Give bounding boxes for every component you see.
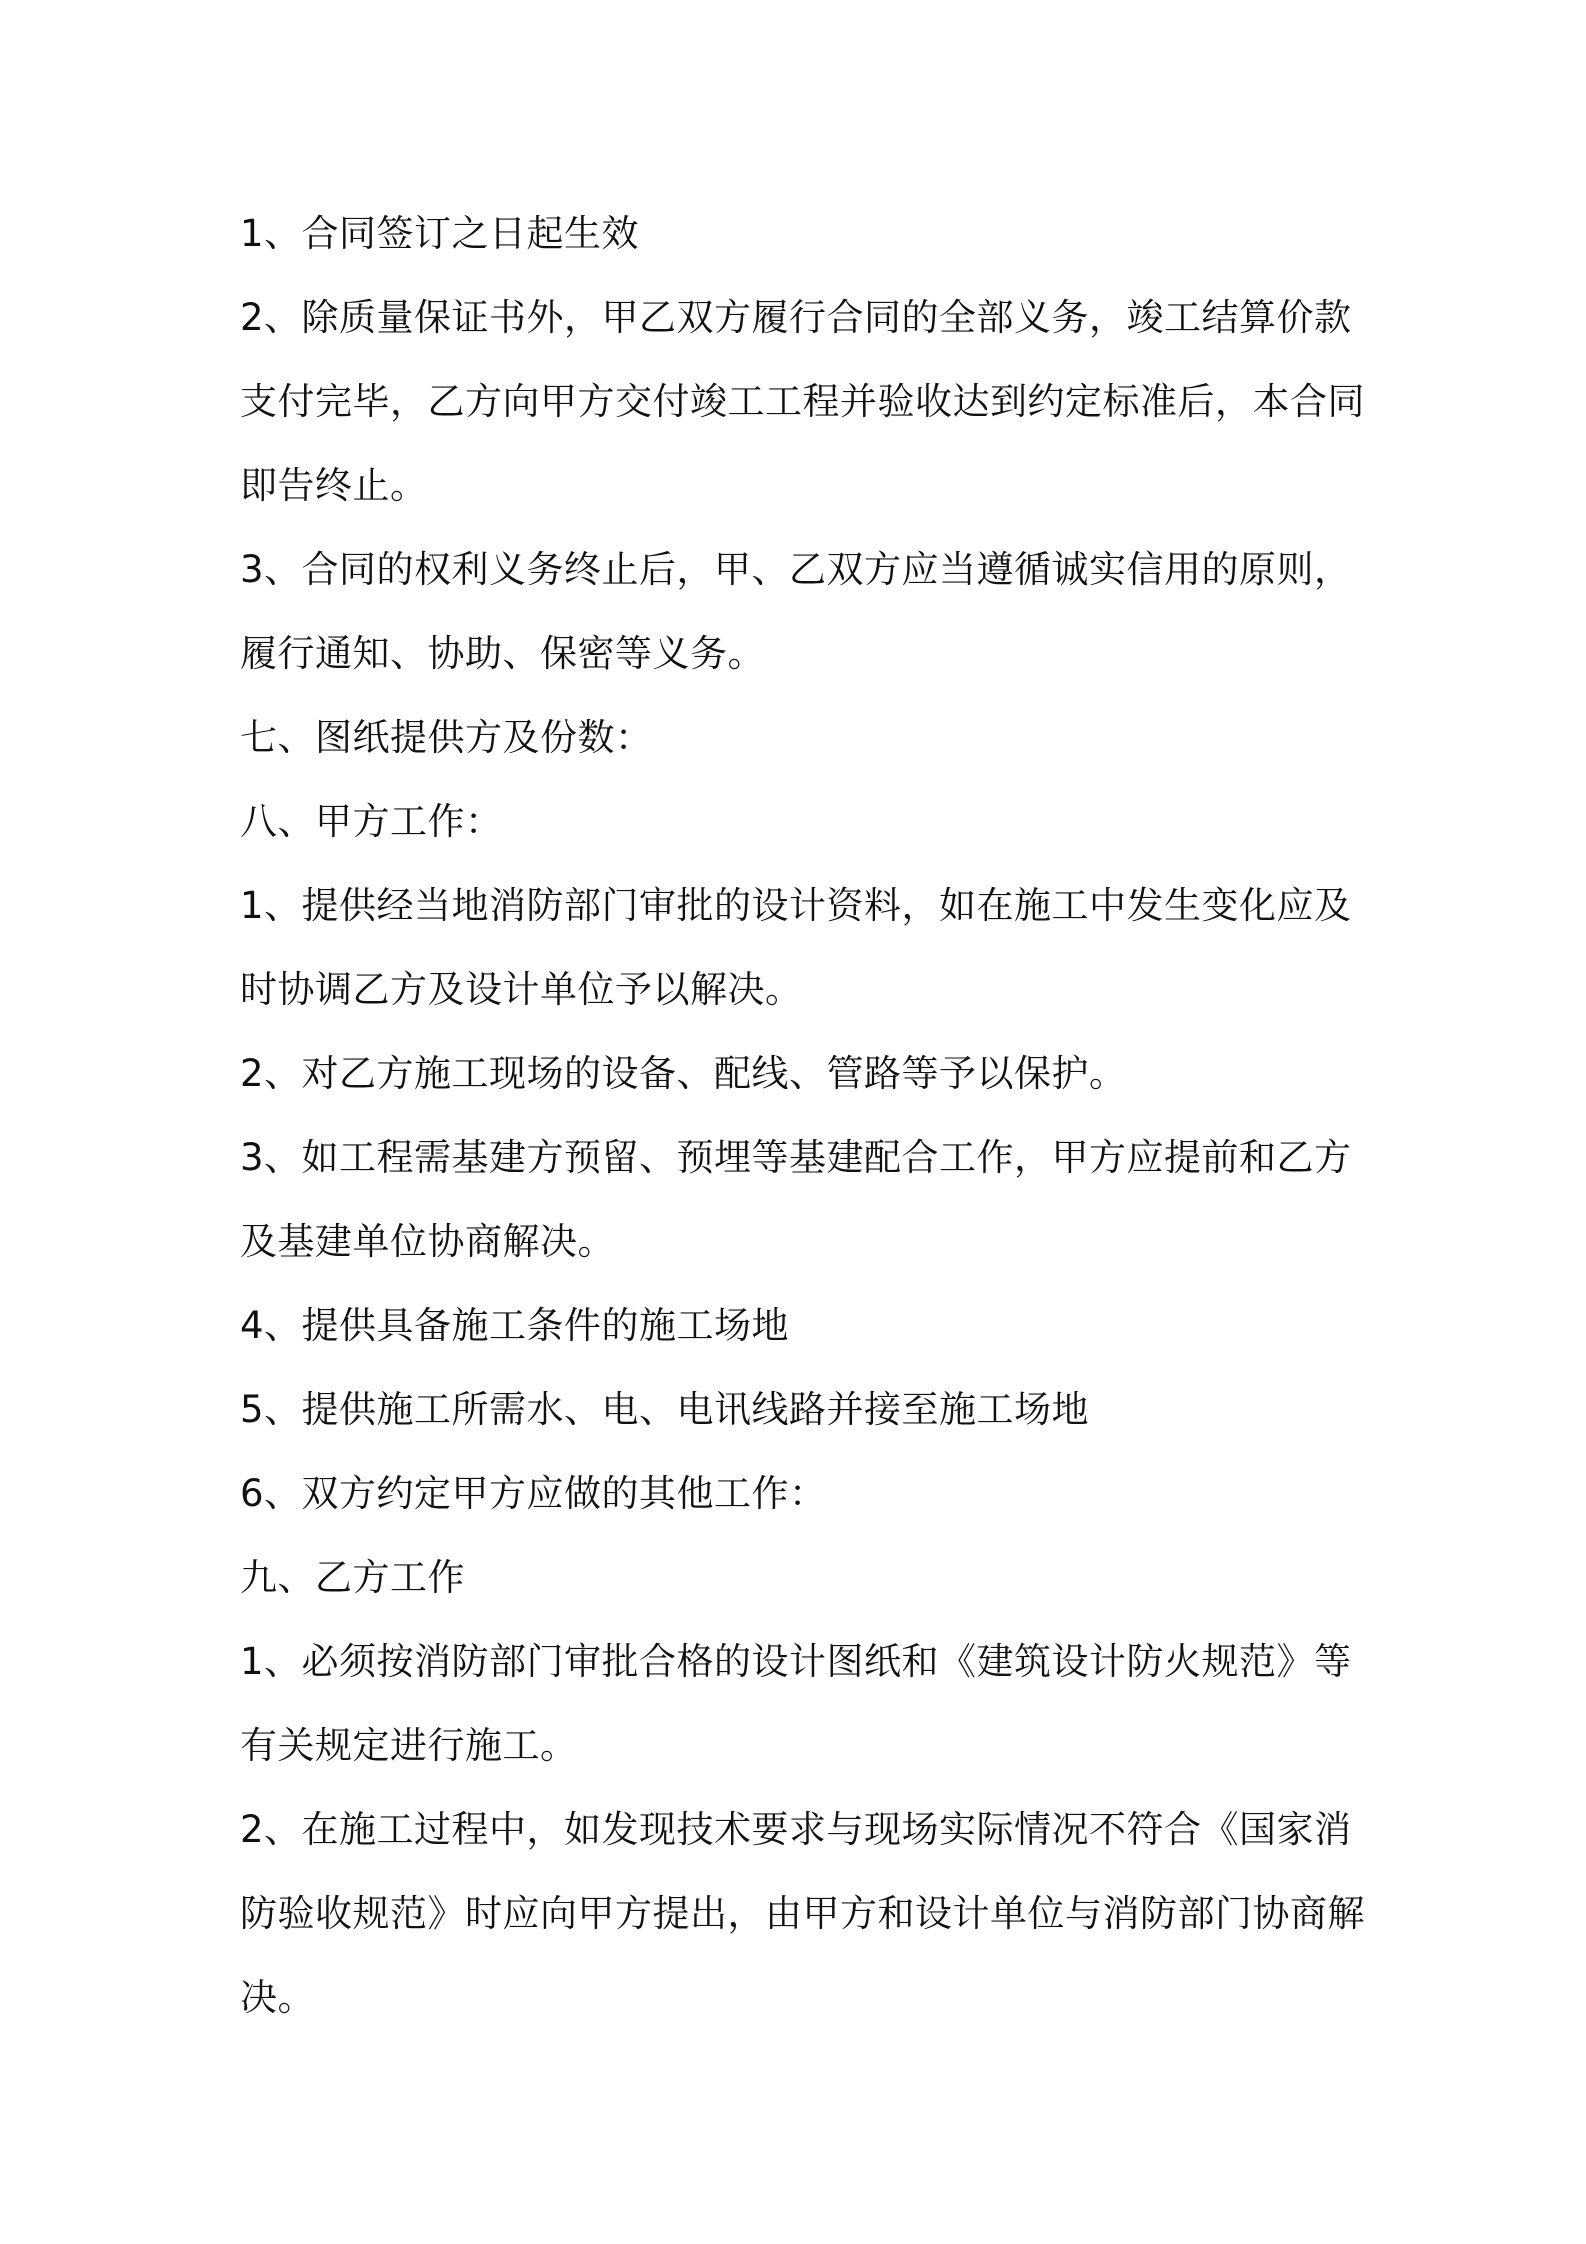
- section-heading-party-b: [240, 1536, 1370, 1620]
- text-line: 时协调乙方及设计单位予以解决。: [240, 968, 803, 1011]
- party-a-item-1: [240, 864, 1370, 1032]
- document-body: [240, 192, 1370, 2040]
- text-line: 1、必须按消防部门审批合格的设计图纸和《建筑设计防火规范》等: [240, 1640, 1352, 1683]
- party-b-item-2: [240, 1788, 1370, 2040]
- text-line: 1、合同签订之日起生效: [240, 212, 640, 255]
- section-heading-drawings: [240, 696, 1370, 780]
- clause-post-termination-duties: [240, 528, 1370, 696]
- text-line: 4、提供具备施工条件的施工场地: [240, 1304, 790, 1347]
- text-line: 支付完毕，乙方向甲方交付竣工工程并验收达到约定标准后，本合同: [240, 380, 1365, 423]
- section-heading-party-a: [240, 780, 1370, 864]
- text-line: 即告终止。: [240, 464, 428, 507]
- text-line: 6、双方约定甲方应做的其他工作：: [240, 1472, 827, 1515]
- text-line: 有关规定进行施工。: [240, 1724, 578, 1767]
- party-a-item-4: [240, 1284, 1370, 1368]
- party-b-item-1: [240, 1620, 1370, 1788]
- clause-effective-date: [240, 192, 1370, 276]
- party-a-item-3: [240, 1116, 1370, 1284]
- party-a-item-6: [240, 1452, 1370, 1536]
- text-line: 1、提供经当地消防部门审批的设计资料，如在施工中发生变化应及: [240, 884, 1352, 927]
- clause-termination-conditions: [240, 276, 1370, 528]
- section-heading: 九、乙方工作: [240, 1556, 465, 1599]
- text-line: 3、合同的权利义务终止后，甲、乙双方应当遵循诚实信用的原则，: [240, 548, 1352, 591]
- text-line: 2、除质量保证书外，甲乙双方履行合同的全部义务，竣工结算价款: [240, 296, 1352, 339]
- text-line: 5、提供施工所需水、电、电讯线路并接至施工场地: [240, 1388, 1090, 1431]
- text-line: 2、在施工过程中，如发现技术要求与现场实际情况不符合《国家消: [240, 1808, 1352, 1851]
- text-line: 及基建单位协商解决。: [240, 1220, 615, 1263]
- text-line: 防验收规范》时应向甲方提出，由甲方和设计单位与消防部门协商解: [240, 1892, 1365, 1935]
- section-heading: 八、甲方工作：: [240, 800, 503, 843]
- text-line: 履行通知、协助、保密等义务。: [240, 632, 765, 675]
- text-line: 3、如工程需基建方预留、预埋等基建配合工作，甲方应提前和乙方: [240, 1136, 1352, 1179]
- section-heading: 七、图纸提供方及份数：: [240, 716, 653, 759]
- text-line: 2、对乙方施工现场的设备、配线、管路等予以保护。: [240, 1052, 1127, 1095]
- party-a-item-2: [240, 1032, 1370, 1116]
- party-a-item-5: [240, 1368, 1370, 1452]
- text-line: 决。: [240, 1976, 315, 2019]
